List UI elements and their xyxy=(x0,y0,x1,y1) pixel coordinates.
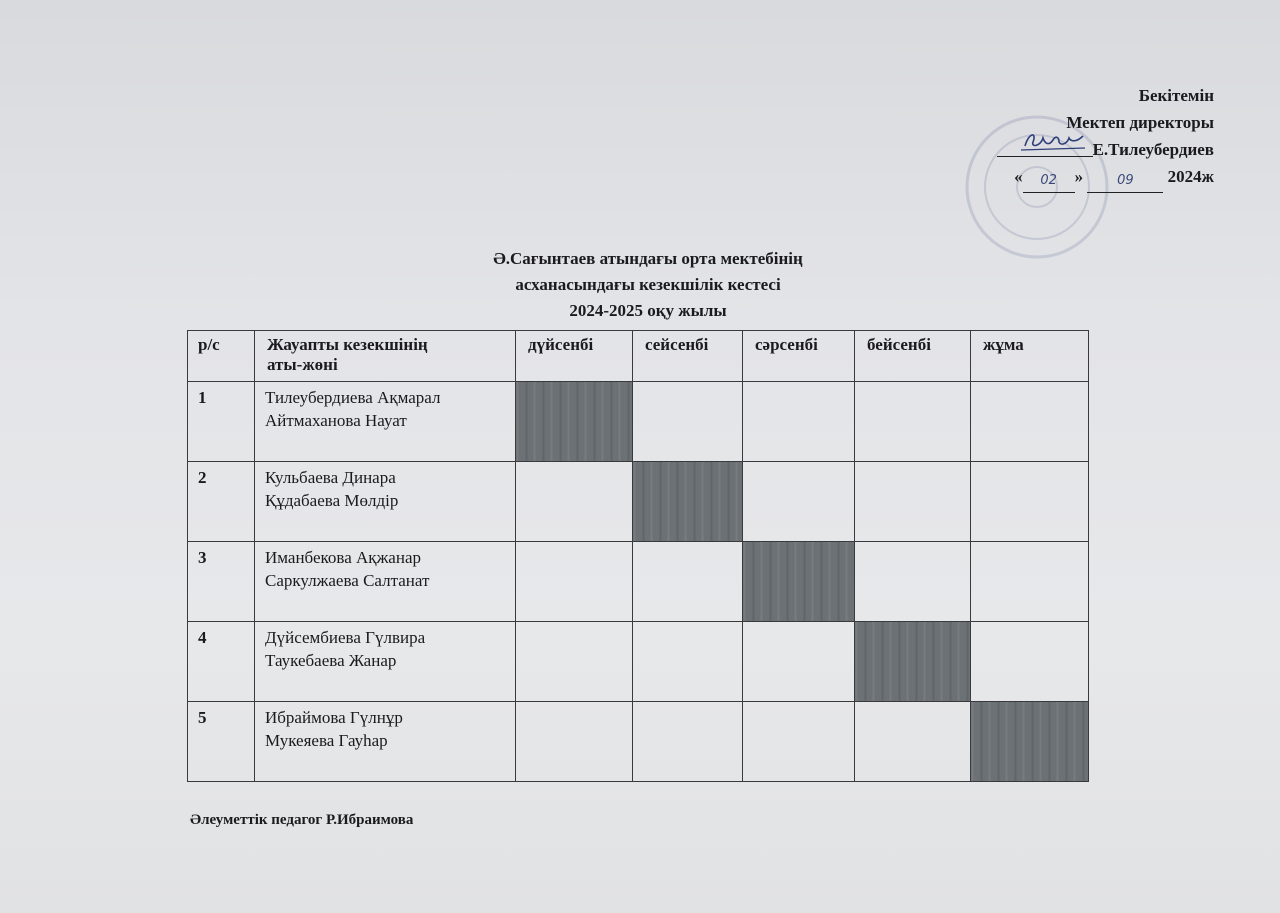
row-num: 3 xyxy=(188,542,255,622)
duty-person-2: Мукеяева Гауһар xyxy=(265,731,388,750)
duty-person-2: Құдабаева Мөлдір xyxy=(265,491,399,510)
duty-person-1: Дүйсембиева Гүлвира xyxy=(265,628,426,647)
day-cell xyxy=(516,542,633,622)
duty-day-cell xyxy=(516,382,633,462)
signature-icon xyxy=(1019,128,1089,154)
title-line-2: асханасындағы кезекшілік кестесі xyxy=(515,275,781,294)
header-day-thursday: бейсенбі xyxy=(855,331,971,382)
header-name xyxy=(255,331,516,382)
date-year: 2024ж xyxy=(1167,167,1214,186)
day-cell xyxy=(633,622,743,702)
title-line-3: 2024-2025 оқу жылы xyxy=(569,301,727,320)
row-num: 2 xyxy=(188,462,255,542)
duty-day-cell xyxy=(971,702,1089,782)
table-header-row xyxy=(188,331,1089,382)
social-pedagogue-signature: Әлеуметтік педагог Р.Ибраимова xyxy=(190,812,414,828)
header-name-line-2: аты-жөні xyxy=(267,355,338,374)
row-names xyxy=(255,622,516,702)
day-cell xyxy=(516,702,633,782)
row-names xyxy=(255,462,516,542)
title-line-1: Ә.Сағынтаев атындағы орта мектебінің xyxy=(493,249,803,268)
day-cell xyxy=(743,622,855,702)
day-cell xyxy=(633,702,743,782)
day-cell xyxy=(855,702,971,782)
row-names xyxy=(255,702,516,782)
day-cell xyxy=(971,382,1089,462)
duty-day-cell xyxy=(855,622,971,702)
table-row xyxy=(188,622,1089,702)
date-day: 02 xyxy=(1023,174,1075,193)
header-num: р/с xyxy=(188,331,255,382)
duty-day-cell xyxy=(743,542,855,622)
director-position: Мектеп директоры xyxy=(1066,113,1214,132)
day-cell xyxy=(516,462,633,542)
approve-label: Бекітемін xyxy=(1138,86,1214,105)
table-row xyxy=(188,382,1089,462)
duty-person-1: Кульбаева Динара xyxy=(265,468,396,487)
day-cell xyxy=(855,462,971,542)
day-cell xyxy=(971,622,1089,702)
header-name-line-1: Жауапты кезекшінің xyxy=(267,335,428,354)
table-row xyxy=(188,462,1089,542)
day-cell xyxy=(743,462,855,542)
date-close-quote: » xyxy=(1074,167,1084,186)
duty-person-2: Айтмаханова Науат xyxy=(265,411,407,430)
day-cell xyxy=(633,382,743,462)
day-cell xyxy=(971,542,1089,622)
duty-person-2: Таукебаева Жанар xyxy=(265,651,397,670)
approval-block xyxy=(884,82,1214,193)
table-row xyxy=(188,702,1089,782)
day-cell xyxy=(855,382,971,462)
date-month: 09 xyxy=(1087,174,1163,193)
row-names xyxy=(255,542,516,622)
header-day-friday: жұма xyxy=(971,331,1089,382)
duty-schedule-table xyxy=(187,330,1089,782)
duty-day-cell xyxy=(633,462,743,542)
header-day-wednesday: сәрсенбі xyxy=(743,331,855,382)
day-cell xyxy=(743,382,855,462)
row-num: 5 xyxy=(188,702,255,782)
duty-person-1: Иманбекова Ақжанар xyxy=(265,548,421,567)
duty-person-1: Ибраймова Гүлнұр xyxy=(265,708,403,727)
day-cell xyxy=(516,622,633,702)
director-signature-line xyxy=(884,136,1214,163)
approval-date xyxy=(884,163,1214,193)
day-cell xyxy=(855,542,971,622)
duty-person-2: Саркулжаева Салтанат xyxy=(265,571,430,590)
duty-person-1: Тилеубердиева Ақмарал xyxy=(265,388,441,407)
table-row xyxy=(188,542,1089,622)
header-day-monday: дүйсенбі xyxy=(516,331,633,382)
row-num: 1 xyxy=(188,382,255,462)
row-num: 4 xyxy=(188,622,255,702)
day-cell xyxy=(743,702,855,782)
signature-blank xyxy=(997,138,1093,157)
day-cell xyxy=(633,542,743,622)
document-title xyxy=(388,246,908,324)
date-open-quote: « xyxy=(1014,167,1023,186)
header-day-tuesday: сейсенбі xyxy=(633,331,743,382)
director-name: Е.Тилеубердиев xyxy=(1092,140,1214,159)
row-names xyxy=(255,382,516,462)
day-cell xyxy=(971,462,1089,542)
